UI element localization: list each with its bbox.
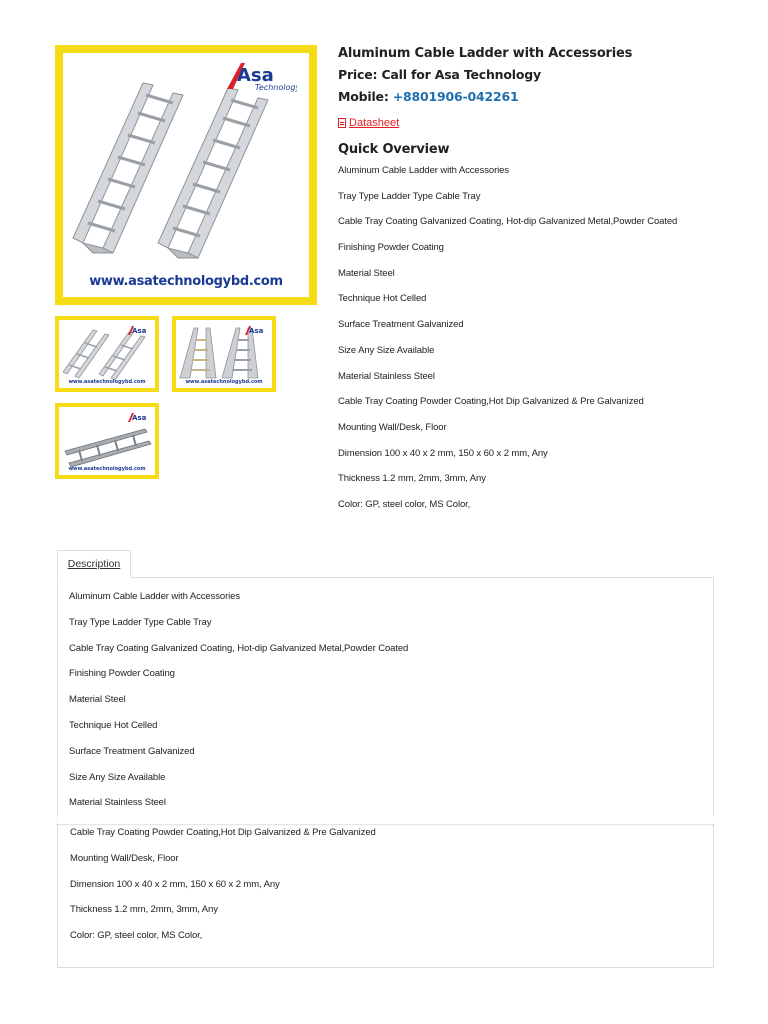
site-url-caption: www.asatechnologybd.com (89, 274, 283, 289)
asa-logo (127, 410, 149, 421)
list-item: Tray Type Ladder Type Cable Tray (69, 616, 212, 628)
site-url-caption: www.asatechnologybd.com (68, 466, 146, 472)
list-item: Surface Treatment Galvanized (69, 745, 195, 757)
list-item: Technique Hot Celled (338, 293, 427, 305)
list-item: Color: GP, steel color, MS Color, (70, 930, 203, 942)
main-product-image[interactable] (55, 45, 317, 305)
asa-logo (244, 323, 266, 334)
svg-text:Asa: Asa (132, 414, 147, 422)
list-item: Thickness 1.2 mm, 2mm, 3mm, Any (338, 473, 486, 485)
product-info (338, 44, 748, 510)
list-item: Dimension 100 x 40 x 2 mm, 150 x 60 x 2 mm, Any (338, 447, 548, 459)
quick-overview-list (338, 164, 677, 524)
description-list-continued (70, 826, 376, 955)
list-item: Cable Tray Coating Galvanized Coating, Hot-dip Galvanized Metal,Powder Coated (338, 216, 678, 228)
thumbnail-1[interactable] (55, 316, 159, 392)
product-title: Aluminum Cable Ladder with Accessories (338, 46, 633, 61)
thumbnail-2[interactable] (172, 316, 276, 392)
asa-logo (127, 323, 149, 334)
list-item: Tray Type Ladder Type Cable Tray (338, 190, 481, 202)
svg-text:Asa: Asa (132, 327, 147, 335)
tab-description[interactable]: Description (57, 550, 131, 578)
list-item: Color: GP, steel color, MS Color, (338, 498, 471, 510)
svg-text:Asa: Asa (237, 65, 274, 86)
mobile-number-link[interactable]: +8801906-042261 (392, 89, 519, 104)
list-item: Finishing Powder Coating (338, 242, 444, 254)
list-item: Mounting Wall/Desk, Floor (70, 852, 179, 864)
svg-text:Technology: Technology (255, 83, 297, 92)
list-item: Dimension 100 x 40 x 2 mm, 150 x 60 x 2 mm, Any (70, 878, 280, 890)
list-item: Cable Tray Coating Powder Coating,Hot Dip Galvanized & Pre Galvanized (338, 396, 644, 408)
list-item: Material Steel (69, 694, 126, 706)
list-item: Material Stainless Steel (69, 797, 166, 809)
datasheet-label: Datasheet (349, 117, 400, 129)
datasheet-link[interactable] (338, 117, 399, 129)
list-item: Surface Treatment Galvanized (338, 319, 464, 331)
quick-overview-heading: Quick Overview (338, 142, 450, 157)
price-label: Price: Call for Asa Technology (338, 67, 541, 82)
asa-logo (225, 59, 297, 93)
list-item: Cable Tray Coating Powder Coating,Hot Dip Galvanized & Pre Galvanized (70, 827, 376, 838)
list-item: Size Any Size Available (69, 771, 166, 783)
list-item: Material Stainless Steel (338, 370, 435, 382)
thumbnail-3[interactable] (55, 403, 159, 479)
list-item: Cable Tray Coating Galvanized Coating, Hot-dip Galvanized Metal,Powder Coated (69, 642, 409, 654)
description-list (69, 590, 408, 822)
pdf-icon (338, 118, 346, 128)
svg-text:Asa: Asa (249, 327, 264, 335)
site-url-caption: www.asatechnologybd.com (185, 379, 263, 385)
mobile-line (338, 86, 748, 108)
list-item: Thickness 1.2 mm, 2mm, 3mm, Any (70, 904, 218, 916)
list-item: Material Steel (338, 267, 395, 279)
list-item: Size Any Size Available (338, 344, 435, 356)
list-item: Aluminum Cable Ladder with Accessories (338, 165, 509, 176)
list-item: Aluminum Cable Ladder with Accessories (69, 591, 240, 602)
list-item: Technique Hot Celled (69, 719, 158, 731)
list-item: Mounting Wall/Desk, Floor (338, 421, 447, 433)
list-item: Finishing Powder Coating (69, 668, 175, 680)
site-url-caption: www.asatechnologybd.com (68, 379, 146, 385)
mobile-label: Mobile: (338, 89, 389, 104)
